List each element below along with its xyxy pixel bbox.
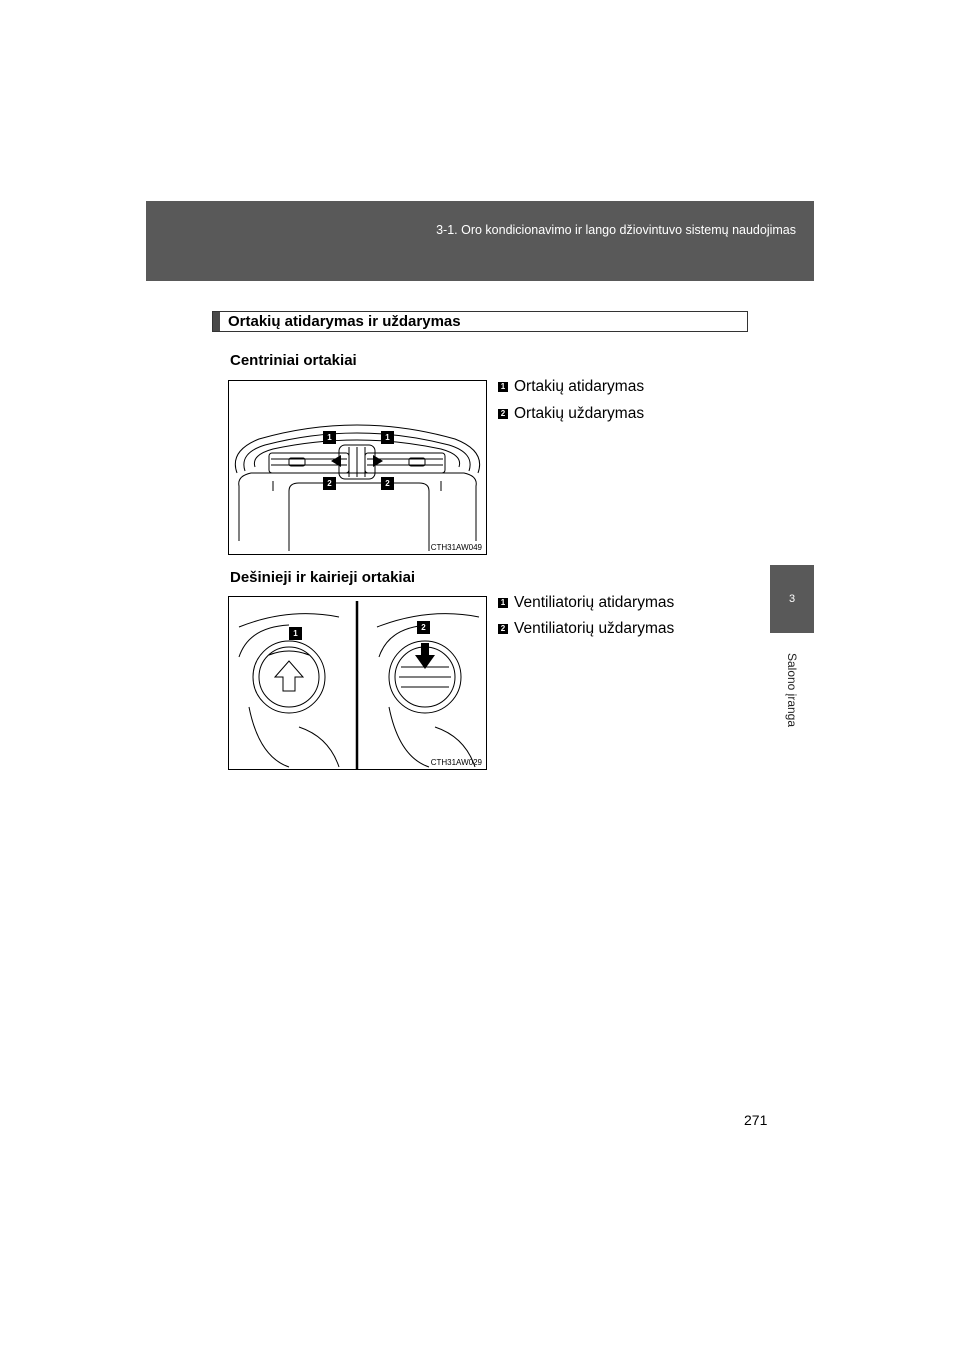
chapter-number: 3 — [788, 593, 796, 605]
chapter-label-box — [770, 640, 814, 740]
legend-text: Ortakių atidarymas — [514, 378, 645, 395]
legend-item — [498, 594, 674, 612]
running-header: 3-1. Oro kondicionavimo ir lango džiovintuvo sistemų naudojimas — [436, 223, 796, 237]
center-vents-figure — [228, 380, 487, 555]
chapter-label: Salono įranga — [785, 652, 799, 728]
callout-badge: 2 — [381, 477, 394, 490]
legend-text: Ventiliatorių atidarymas — [514, 594, 675, 611]
figure-code: CTH31AW049 — [430, 543, 482, 552]
callout-badge: 1 — [289, 627, 302, 640]
legend-item — [498, 620, 674, 638]
side-vents-illustration — [229, 597, 486, 769]
legend-badge: 2 — [498, 624, 508, 634]
callout-badge: 1 — [323, 431, 336, 444]
section-title: Ortakių atidarymas ir uždarymas — [228, 313, 461, 330]
legend-badge: 1 — [498, 382, 508, 392]
callout-badge: 2 — [417, 621, 430, 634]
side-vents-figure — [228, 596, 487, 770]
legend-badge: 1 — [498, 598, 508, 608]
side-vent-arrows — [415, 643, 435, 669]
section-heading — [212, 311, 748, 332]
side-vents-heading: Dešinieji ir kairieji ortakiai — [230, 569, 416, 586]
legend-text: Ventiliatorių uždarymas — [514, 620, 675, 637]
legend-item — [498, 405, 644, 423]
legend-item — [498, 378, 644, 396]
section-heading-bar — [213, 312, 220, 331]
legend-text: Ortakių uždarymas — [514, 405, 645, 422]
callout-badge: 1 — [381, 431, 394, 444]
header-band — [146, 201, 814, 281]
chapter-tab — [770, 565, 814, 633]
center-vents-illustration — [229, 381, 486, 554]
legend-badge: 2 — [498, 409, 508, 419]
callout-badge: 2 — [323, 477, 336, 490]
figure-code: CTH31AW029 — [430, 758, 482, 767]
page-number: 271 — [744, 1112, 768, 1128]
center-vents-heading: Centriniai ortakiai — [230, 352, 357, 369]
